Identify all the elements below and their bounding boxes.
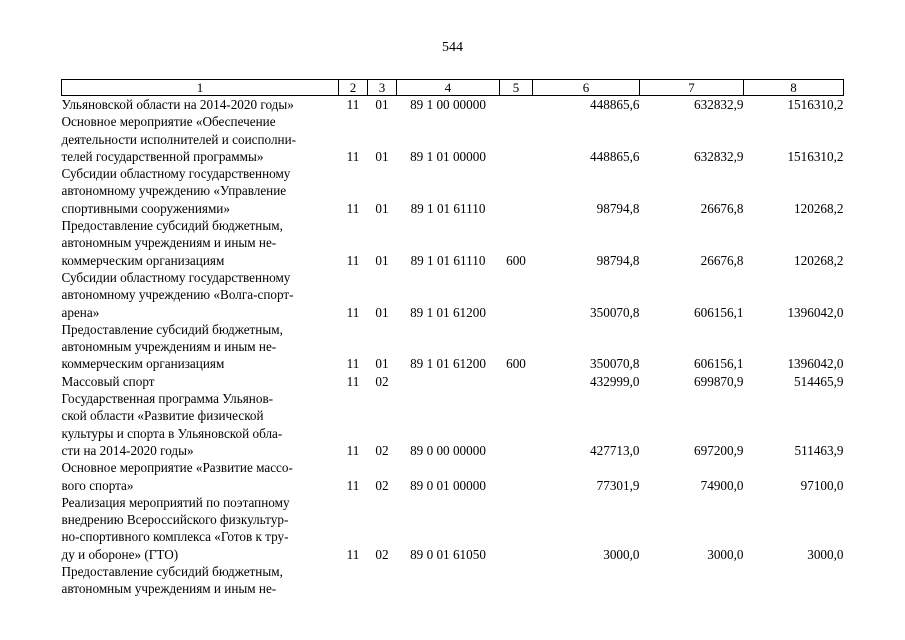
cell-section: 11 bbox=[346, 373, 360, 389]
table-row bbox=[62, 390, 844, 459]
description-line: спортивными сооружениями» bbox=[61, 200, 230, 216]
cell-amount-col8: 3000,0 bbox=[807, 546, 844, 562]
cell-subsection bbox=[368, 563, 397, 598]
cell-amount-col6: 350070,8 bbox=[590, 304, 640, 320]
cell-expense-type: 600 bbox=[506, 356, 526, 372]
description-line: Основное мероприятие «Развитие массо- bbox=[61, 460, 293, 476]
cell-section: 11 bbox=[346, 442, 360, 458]
cell-amount-col8: 1516310,2 bbox=[787, 97, 844, 112]
cell-amount-col6: 432999,0 bbox=[590, 373, 640, 389]
cell-amount-col7: 3000,0 bbox=[707, 546, 744, 562]
cell-section: 11 bbox=[346, 97, 360, 112]
table-row bbox=[62, 563, 844, 598]
cell-section: 11 bbox=[346, 304, 360, 320]
description-line: Субсидии областному государственному bbox=[61, 166, 291, 182]
header-col-6: 6 bbox=[533, 80, 640, 96]
description-line: автономным учреждениям и иным не- bbox=[61, 339, 277, 355]
description-line: Субсидии областному государственному bbox=[61, 269, 291, 285]
cell-subsection: 01 bbox=[375, 97, 389, 112]
cell-subsection: 01 bbox=[375, 200, 389, 216]
description-line: автономному учреждению «Управление bbox=[61, 183, 287, 199]
description-line: Основное мероприятие «Обеспечение bbox=[61, 114, 276, 130]
cell-section bbox=[339, 563, 368, 598]
cell-expense-type bbox=[500, 373, 533, 390]
table-row bbox=[62, 113, 844, 165]
cell-amount-col6: 427713,0 bbox=[590, 442, 640, 458]
cell-target-article: 89 1 01 61110 bbox=[410, 252, 486, 268]
cell-target-article: 89 0 01 61050 bbox=[410, 546, 486, 562]
cell-amount-col7: 26676,8 bbox=[700, 200, 744, 216]
description-line: коммерческим организациям bbox=[61, 356, 225, 372]
cell-description bbox=[62, 321, 339, 373]
cell-amount-col8: 97100,0 bbox=[800, 477, 844, 493]
cell-description bbox=[62, 269, 339, 321]
cell-description bbox=[62, 494, 339, 563]
cell-description bbox=[62, 217, 339, 269]
description-line: коммерческим организациям bbox=[61, 252, 225, 268]
cell-expense-type bbox=[500, 113, 533, 165]
cell-amount-col6: 448865,6 bbox=[590, 97, 640, 112]
cell-amount-col8 bbox=[744, 563, 844, 598]
cell-target-article bbox=[397, 373, 500, 390]
table-row bbox=[62, 494, 844, 563]
cell-subsection: 02 bbox=[375, 373, 389, 389]
cell-amount-col7: 632832,9 bbox=[694, 97, 744, 112]
description-line: но-спортивного комплекса «Готов к тру- bbox=[61, 529, 289, 545]
cell-description bbox=[62, 165, 339, 217]
cell-subsection: 02 bbox=[375, 442, 389, 458]
cell-target-article: 89 0 01 00000 bbox=[410, 477, 486, 493]
cell-subsection: 01 bbox=[375, 356, 389, 372]
description-line: Государственная программа Ульянов- bbox=[61, 391, 274, 407]
description-line: сти на 2014-2020 годы» bbox=[61, 442, 194, 458]
table-row bbox=[62, 373, 844, 390]
header-col-7: 7 bbox=[640, 80, 744, 96]
cell-description bbox=[62, 96, 339, 114]
cell-amount-col8: 1396042,0 bbox=[787, 356, 844, 372]
cell-target-article: 89 1 01 61200 bbox=[410, 304, 486, 320]
cell-section: 11 bbox=[346, 200, 360, 216]
cell-section: 11 bbox=[346, 252, 360, 268]
description-line: деятельности исполнителей и соисполни- bbox=[61, 131, 297, 147]
budget-table bbox=[61, 79, 844, 598]
cell-expense-type bbox=[500, 269, 533, 321]
cell-section: 11 bbox=[346, 356, 360, 372]
table-row bbox=[62, 165, 844, 217]
cell-amount-col7: 697200,9 bbox=[694, 442, 744, 458]
description-line: арена» bbox=[61, 304, 100, 320]
header-col-2: 2 bbox=[339, 80, 368, 96]
cell-amount-col6: 448865,6 bbox=[590, 148, 640, 164]
table-row bbox=[62, 96, 844, 114]
cell-expense-type bbox=[500, 459, 533, 494]
table-row bbox=[62, 321, 844, 373]
header-col-5: 5 bbox=[500, 80, 533, 96]
cell-amount-col7: 74900,0 bbox=[700, 477, 744, 493]
cell-expense-type bbox=[500, 563, 533, 598]
cell-amount-col7: 606156,1 bbox=[694, 304, 744, 320]
cell-section: 11 bbox=[346, 477, 360, 493]
cell-amount-col6: 350070,8 bbox=[590, 356, 640, 372]
cell-amount-col6 bbox=[533, 563, 640, 598]
description-line: Предоставление субсидий бюджетным, bbox=[61, 321, 283, 337]
cell-expense-type bbox=[500, 165, 533, 217]
cell-amount-col8: 1516310,2 bbox=[787, 148, 844, 164]
cell-subsection: 01 bbox=[375, 304, 389, 320]
cell-target-article: 89 1 01 61200 bbox=[410, 356, 486, 372]
cell-amount-col6: 77301,9 bbox=[596, 477, 640, 493]
cell-amount-col7: 632832,9 bbox=[694, 148, 744, 164]
cell-subsection: 01 bbox=[375, 148, 389, 164]
cell-section: 11 bbox=[346, 546, 360, 562]
header-col-1: 1 bbox=[62, 80, 339, 96]
cell-description bbox=[62, 373, 339, 390]
cell-expense-type: 600 bbox=[506, 252, 526, 268]
description-line: Ульяновской области на 2014-2020 годы» bbox=[61, 97, 294, 112]
description-line: ду и обороне» (ГТО) bbox=[61, 546, 179, 562]
cell-description bbox=[62, 563, 339, 598]
cell-amount-col8: 120268,2 bbox=[794, 252, 844, 268]
description-line: Предоставление субсидий бюджетным, bbox=[61, 218, 283, 234]
cell-amount-col6: 98794,8 bbox=[596, 200, 640, 216]
cell-amount-col7 bbox=[640, 563, 744, 598]
cell-description bbox=[62, 390, 339, 459]
cell-target-article: 89 1 00 00000 bbox=[410, 97, 486, 112]
cell-expense-type bbox=[500, 390, 533, 459]
cell-subsection: 01 bbox=[375, 252, 389, 268]
description-line: ской области «Развитие физической bbox=[61, 408, 264, 424]
cell-target-article bbox=[397, 563, 500, 598]
header-col-3: 3 bbox=[368, 80, 397, 96]
header-col-8: 8 bbox=[744, 80, 844, 96]
cell-target-article: 89 1 01 00000 bbox=[410, 148, 486, 164]
description-line: Предоставление субсидий бюджетным, bbox=[61, 564, 283, 580]
cell-subsection: 02 bbox=[375, 546, 389, 562]
table-header-row bbox=[62, 80, 844, 96]
table-row bbox=[62, 269, 844, 321]
description-line: культуры и спорта в Ульяновской обла- bbox=[61, 425, 283, 441]
cell-amount-col8: 514465,9 bbox=[794, 373, 844, 389]
page-number: 544 bbox=[442, 40, 463, 55]
cell-subsection: 02 bbox=[375, 477, 389, 493]
description-line: телей государственной программы» bbox=[61, 148, 264, 164]
cell-amount-col7: 26676,8 bbox=[700, 252, 744, 268]
cell-amount-col6: 3000,0 bbox=[603, 546, 640, 562]
cell-amount-col8: 1396042,0 bbox=[787, 304, 844, 320]
description-line: автономным учреждениям и иным не- bbox=[61, 581, 277, 597]
header-col-4: 4 bbox=[397, 80, 500, 96]
cell-expense-type bbox=[500, 494, 533, 563]
description-line: внедрению Всероссийского физкультур- bbox=[61, 512, 289, 528]
cell-target-article: 89 1 01 61110 bbox=[410, 200, 486, 216]
description-line: автономным учреждениям и иным не- bbox=[61, 235, 277, 251]
cell-amount-col8: 511463,9 bbox=[794, 442, 844, 458]
cell-description bbox=[62, 113, 339, 165]
table-row bbox=[62, 217, 844, 269]
table-row bbox=[62, 459, 844, 494]
cell-expense-type bbox=[500, 96, 533, 114]
cell-target-article: 89 0 00 00000 bbox=[410, 442, 486, 458]
cell-amount-col6: 98794,8 bbox=[596, 252, 640, 268]
description-line: Массовый спорт bbox=[61, 373, 155, 389]
cell-amount-col7: 606156,1 bbox=[694, 356, 744, 372]
cell-description bbox=[62, 459, 339, 494]
cell-amount-col8: 120268,2 bbox=[794, 200, 844, 216]
cell-amount-col7: 699870,9 bbox=[694, 373, 744, 389]
description-line: Реализация мероприятий по поэтапному bbox=[61, 494, 290, 510]
cell-section: 11 bbox=[346, 148, 360, 164]
description-line: вого спорта» bbox=[61, 477, 134, 493]
description-line: автономному учреждению «Волга-спорт- bbox=[61, 287, 294, 303]
table-body bbox=[62, 96, 844, 598]
